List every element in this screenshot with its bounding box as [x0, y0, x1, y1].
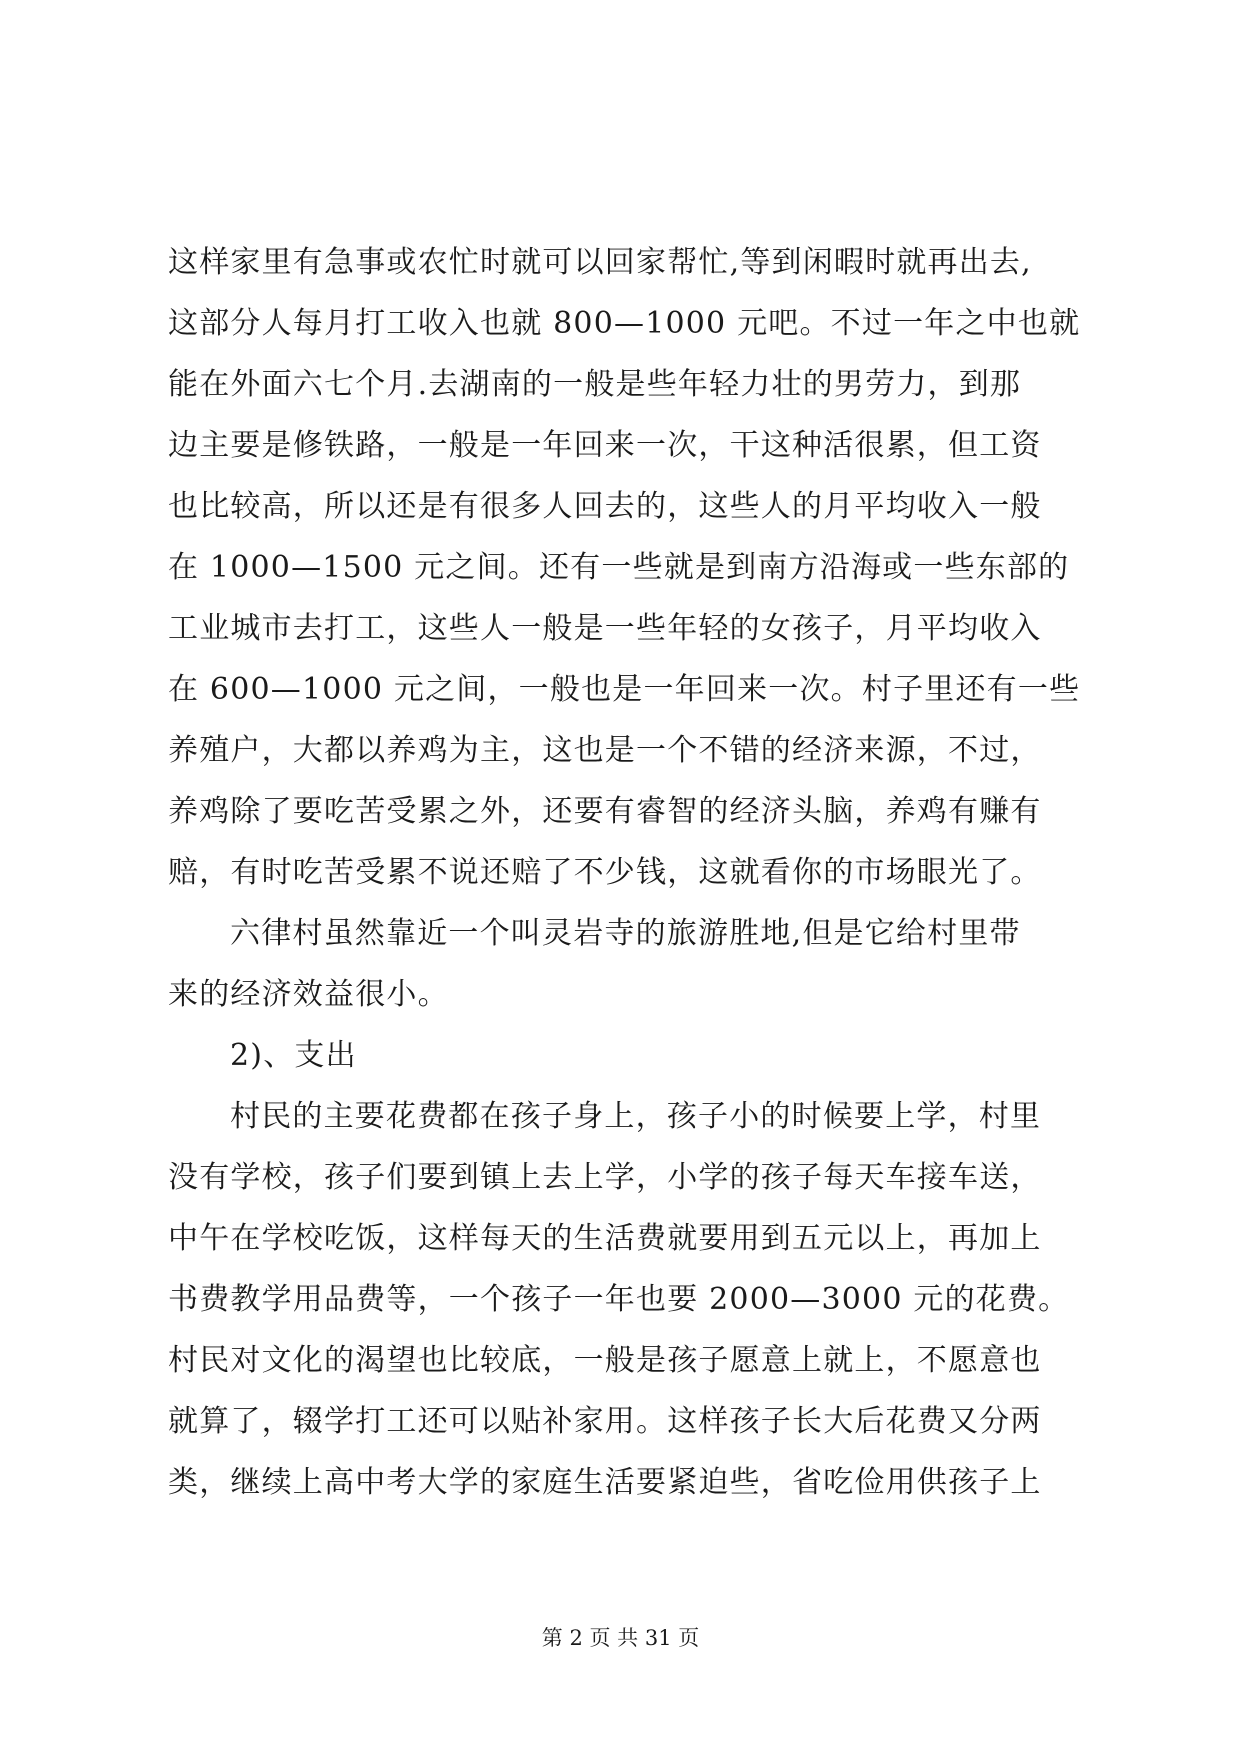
text-line: 村民对文化的渴望也比较底，一般是孩子愿意上就上，不愿意也: [168, 1343, 1042, 1378]
text-line: 在 600—1000 元之间，一般也是一年回来一次。村子里还有一些: [168, 672, 1081, 707]
text-line: 养殖户，大都以养鸡为主，这也是一个不错的经济来源，不过，: [168, 733, 1042, 768]
text-line: 类，继续上高中考大学的家庭生活要紧迫些，省吃俭用供孩子上: [168, 1465, 1042, 1500]
paragraph-start-line: 村民的主要花费都在孩子身上，孩子小的时候要上学，村里: [230, 1099, 1042, 1134]
text-line: 没有学校，孩子们要到镇上去上学，小学的孩子每天车接车送，: [168, 1160, 1042, 1195]
page-footer: 第 2 页 共 31 页: [541, 1626, 700, 1650]
text-line: 能在外面六七个月.去湖南的一般是些年轻力壮的男劳力，到那: [168, 367, 1022, 402]
text-line: 这部分人每月打工收入也就 800—1000 元吧。不过一年之中也就: [168, 306, 1081, 341]
text-line: 赔，有时吃苦受累不说还赔了不少钱，这就看你的市场眼光了。: [168, 855, 1042, 890]
text-line: 就算了，辍学打工还可以贴补家用。这样孩子长大后花费又分两: [168, 1404, 1042, 1439]
text-line: 这样家里有急事或农忙时就可以回家帮忙,等到闲暇时就再出去,: [168, 245, 1032, 280]
text-line: 来的经济效益很小。: [168, 977, 449, 1012]
paragraph-start-line: 六律村虽然靠近一个叫灵岩寺的旅游胜地,但是它给村里带: [230, 916, 1021, 951]
body-text: [168, 232, 1088, 1513]
text-line: 养鸡除了要吃苦受累之外，还要有睿智的经济头脑，养鸡有赚有: [168, 794, 1042, 829]
section-heading: 2)、支出: [230, 1038, 357, 1073]
text-line: 书费教学用品费等，一个孩子一年也要 2000—3000 元的花费。: [168, 1282, 1070, 1317]
text-line: 工业城市去打工，这些人一般是一些年轻的女孩子，月平均收入: [168, 611, 1042, 646]
text-line: 在 1000—1500 元之间。还有一些就是到南方沿海或一些东部的: [168, 550, 1070, 585]
text-line: 也比较高，所以还是有很多人回去的，这些人的月平均收入一般: [168, 489, 1042, 524]
text-line: 中午在学校吃饭，这样每天的生活费就要用到五元以上，再加上: [168, 1221, 1042, 1256]
text-line: 边主要是修铁路，一般是一年回来一次，干这种活很累，但工资: [168, 428, 1042, 463]
